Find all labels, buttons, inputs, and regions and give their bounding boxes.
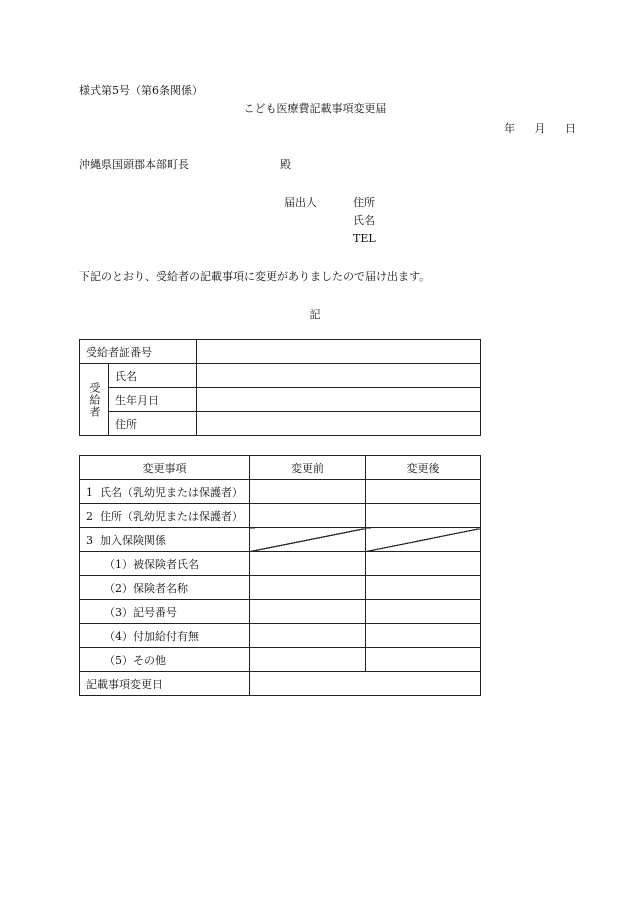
cert-number-field[interactable] xyxy=(197,340,481,364)
table-row xyxy=(80,624,481,648)
document-title: こども医療費記載事項変更届 xyxy=(243,102,387,115)
before-cell-struck xyxy=(250,528,366,552)
applicant-label: 届出人 xyxy=(284,196,317,209)
changes-table xyxy=(79,455,481,696)
cert-number-label: 受給者証番号 xyxy=(80,340,197,364)
change-item-label xyxy=(80,480,250,504)
change-date-label: 記載事項変更日 xyxy=(80,672,250,696)
after-field[interactable] xyxy=(366,552,481,576)
change-item-number: 3 xyxy=(86,533,93,547)
applicant-name-label: 氏名 xyxy=(353,214,375,227)
before-field[interactable] xyxy=(250,624,366,648)
header-before: 変更前 xyxy=(250,456,366,480)
recipient-birthdate-label: 生年月日 xyxy=(109,388,197,412)
before-field[interactable] xyxy=(250,552,366,576)
header-change-item: 変更事項 xyxy=(80,456,250,480)
change-item-number: 2 xyxy=(86,509,93,523)
recipient-birthdate-field[interactable] xyxy=(197,388,481,412)
table-row xyxy=(80,648,481,672)
table-row xyxy=(80,552,481,576)
recipient-address-label: 住所 xyxy=(109,412,197,436)
table-row xyxy=(80,504,481,528)
table-row xyxy=(80,340,481,364)
addressee-suffix: 殿 xyxy=(280,158,291,171)
applicant-fields xyxy=(353,194,376,248)
after-field[interactable] xyxy=(366,648,481,672)
table-header-row xyxy=(80,456,481,480)
change-item-label: （4）付加給付有無 xyxy=(80,624,250,648)
after-field[interactable] xyxy=(366,480,481,504)
statement-text: 下記のとおり、受給者の記載事項に変更がありましたので届け出ます。 xyxy=(79,270,431,283)
before-field[interactable] xyxy=(250,504,366,528)
change-item-label: （5）その他 xyxy=(80,648,250,672)
header-after: 変更後 xyxy=(366,456,481,480)
change-item-number: 1 xyxy=(86,485,93,499)
table-row xyxy=(80,600,481,624)
form-number: 様式第5号（第6条関係） xyxy=(79,84,203,97)
date-day-label: 日 xyxy=(565,122,576,135)
before-field[interactable] xyxy=(250,648,366,672)
table-row xyxy=(80,412,481,436)
after-cell-struck xyxy=(366,528,481,552)
before-field[interactable] xyxy=(250,600,366,624)
after-field[interactable] xyxy=(366,576,481,600)
addressee: 沖縄県国頭郡本部町長 xyxy=(79,158,189,171)
before-field[interactable] xyxy=(250,576,366,600)
date-line xyxy=(470,120,576,136)
recipient-name-label: 氏名 xyxy=(109,364,197,388)
applicant-tel-label: TEL xyxy=(353,232,376,245)
table-row xyxy=(80,672,481,696)
recipient-name-field[interactable] xyxy=(197,364,481,388)
table-row xyxy=(80,528,481,552)
ki-heading: 記 xyxy=(309,308,321,321)
change-item-text: 加入保険関係 xyxy=(100,533,166,547)
recipient-group-label: 受給者 xyxy=(80,364,109,436)
change-item-text: 住所（乳幼児または保護者） xyxy=(100,509,243,523)
table-row xyxy=(80,388,481,412)
after-field[interactable] xyxy=(366,624,481,648)
recipient-table xyxy=(79,339,481,436)
change-item-text: 氏名（乳幼児または保護者） xyxy=(100,485,243,499)
before-field[interactable] xyxy=(250,480,366,504)
applicant-address-label: 住所 xyxy=(353,196,375,209)
change-date-field[interactable] xyxy=(250,672,481,696)
change-item-label: （3）記号番号 xyxy=(80,600,250,624)
change-item-label: （1）被保険者氏名 xyxy=(80,552,250,576)
change-item-label: （2）保険者名称 xyxy=(80,576,250,600)
recipient-address-field[interactable] xyxy=(197,412,481,436)
table-row xyxy=(80,364,481,388)
table-row xyxy=(80,576,481,600)
change-item-label xyxy=(80,528,250,552)
date-year-label: 年 xyxy=(504,122,515,135)
date-month-label: 月 xyxy=(534,122,546,135)
change-item-label xyxy=(80,504,250,528)
table-row xyxy=(80,480,481,504)
after-field[interactable] xyxy=(366,600,481,624)
after-field[interactable] xyxy=(366,504,481,528)
